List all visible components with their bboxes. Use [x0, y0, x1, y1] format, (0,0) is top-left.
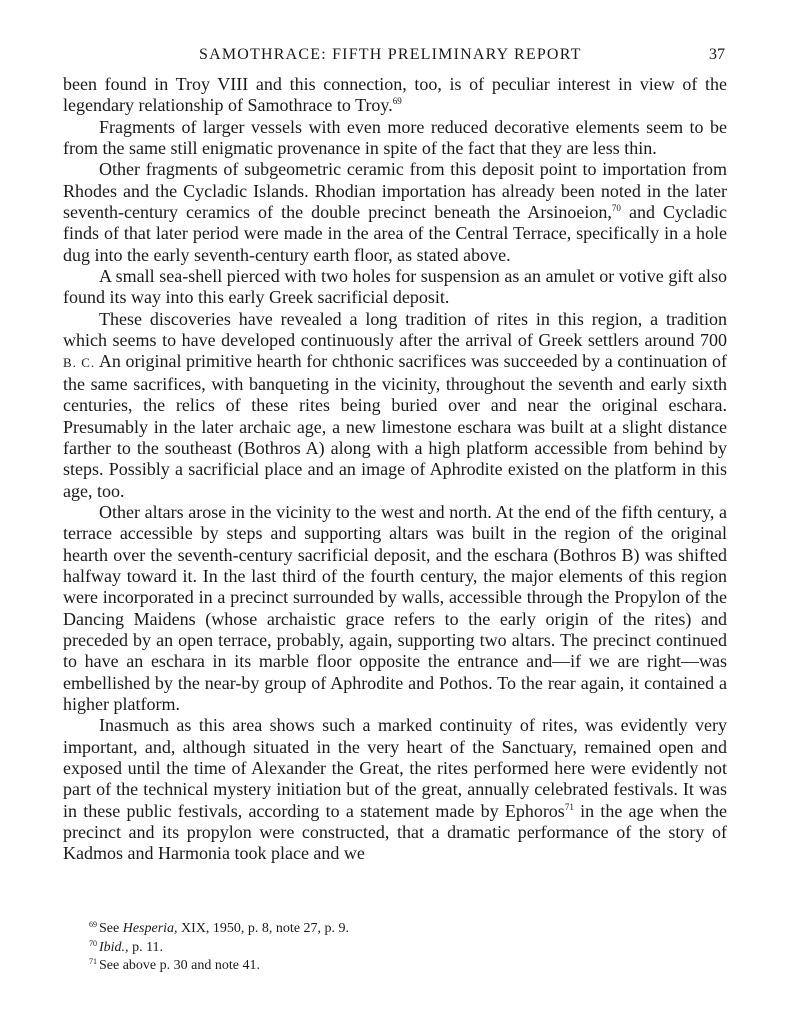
paragraph-text: Other fragments of subgeometric ceramic from this deposit point to importation from Rhodes and the Cycladic Islands. Rhodian importation has already been noted in the later seventh-century ceramics of the double precinct beneath the Arsinoeion,: [63, 159, 727, 223]
body-text: [63, 74, 727, 865]
paragraph-text: An original primitive hearth for chthonic sacrifices was succeeded by a continuation of the same sacrifices, with banqueting in the vicinity, throughout the seventh and early sixth centuries, the relics of these rites being buried over and near the original eschara. Presumably in the later archaic age, a new limestone eschara was built at a slight distance farther to the southeast (Bothros A) along with a high platform accessible from behind by steps. Possibly a sacrificial place and an image of Aphrodite existed on the platform in this age, too.: [63, 351, 728, 501]
paragraph: [63, 715, 727, 864]
paragraph-text: Fragments of larger vessels with even more reduced decorative elements seem to be from the same still enigmatic provenance in spite of the fact that they are less thin.: [63, 116, 727, 159]
footnote: [89, 920, 349, 939]
page-number: 37: [709, 46, 725, 63]
paragraph: [63, 502, 727, 715]
footnote-ref: 70: [611, 203, 621, 214]
page-header: [63, 40, 727, 74]
footnotes: [89, 920, 349, 976]
paragraph-text: These discoveries have revealed a long tradition of rites in this region, a tradition which seems to have developed continuously after the arrival of Greek settlers around 700: [63, 308, 727, 351]
paragraph: [63, 266, 727, 309]
era-abbreviation: B. C.: [63, 355, 96, 371]
footnote-citation: Ibid.,: [99, 939, 129, 955]
running-head: SAMOTHRACE: FIFTH PRELIMINARY REPORT: [199, 46, 582, 63]
footnote-ref: 69: [392, 96, 402, 107]
page: [63, 40, 727, 865]
paragraph: [63, 159, 727, 266]
footnote-number: 69: [89, 920, 97, 929]
footnote-citation: Hesperia,: [122, 921, 178, 936]
paragraph: [63, 309, 727, 502]
footnote-text: See: [99, 921, 123, 936]
footnote: [89, 957, 349, 976]
paragraph: [63, 74, 727, 117]
paragraph-text: been found in Troy VIII and this connection, too, is of peculiar interest in view of the legendary relationship of Samothrace to Troy.: [63, 74, 727, 116]
footnote-number: 70: [89, 938, 97, 948]
footnote-number: 71: [89, 957, 97, 966]
footnote-text: See above p. 30 and note 41.: [99, 958, 260, 973]
paragraph-text: in the age when the precinct and its propylon were constructed, that a dramatic performance of the story of Kadmos and Harmonia took place and we: [63, 800, 728, 864]
paragraph-text: and Cycladic finds of that later period were made in the area of the Central Terrace, specifically in a hole dug into the early seventh-century earth floor, as stated above.: [63, 202, 727, 265]
footnote-text: p. 11.: [128, 939, 164, 955]
paragraph-text: Inasmuch as this area shows such a marked continuity of rites, was evidently very important, and, although situated in the very heart of the Sanctuary, remained open and exposed until the time of Alexander the Great, the rites performed here were evidently not part of the technical mystery initiation but of the great, annually celebrated festivals. It was in these public festivals, according to a statement made by Ephoros: [63, 715, 727, 821]
footnote-ref: 71: [564, 801, 574, 812]
paragraph-text: A small sea-shell pierced with two holes for suspension as an amulet or votive gift also found its way into this early Greek sacrificial deposit.: [63, 266, 727, 308]
paragraph: [63, 117, 727, 160]
footnote: [89, 939, 349, 958]
footnote-text: XIX, 1950, p. 8, note 27, p. 9.: [177, 921, 350, 936]
paragraph-text: Other altars arose in the vicinity to the west and north. At the end of the fifth century, a terrace accessible by steps and supporting altars was built in the region of the original hearth over the seventh-century sacrificial deposit, and the eschara (Bothros B) was shifted halfway toward it. In the last third of the fourth century, the major elements of this region were incorporated in a precinct surrounded by walls, accessible through the Propylon of the Dancing Maidens (whose archaistic grace refers to the early origin of the rites) and preceded by an open terrace, probably, again, supporting two altars. The precinct continued to have an eschara in its marble floor opposite the entrance and—if we are right—was embellished by the near-by group of Aphrodite and Pothos. To the rear again, it contained a higher platform.: [63, 501, 727, 714]
